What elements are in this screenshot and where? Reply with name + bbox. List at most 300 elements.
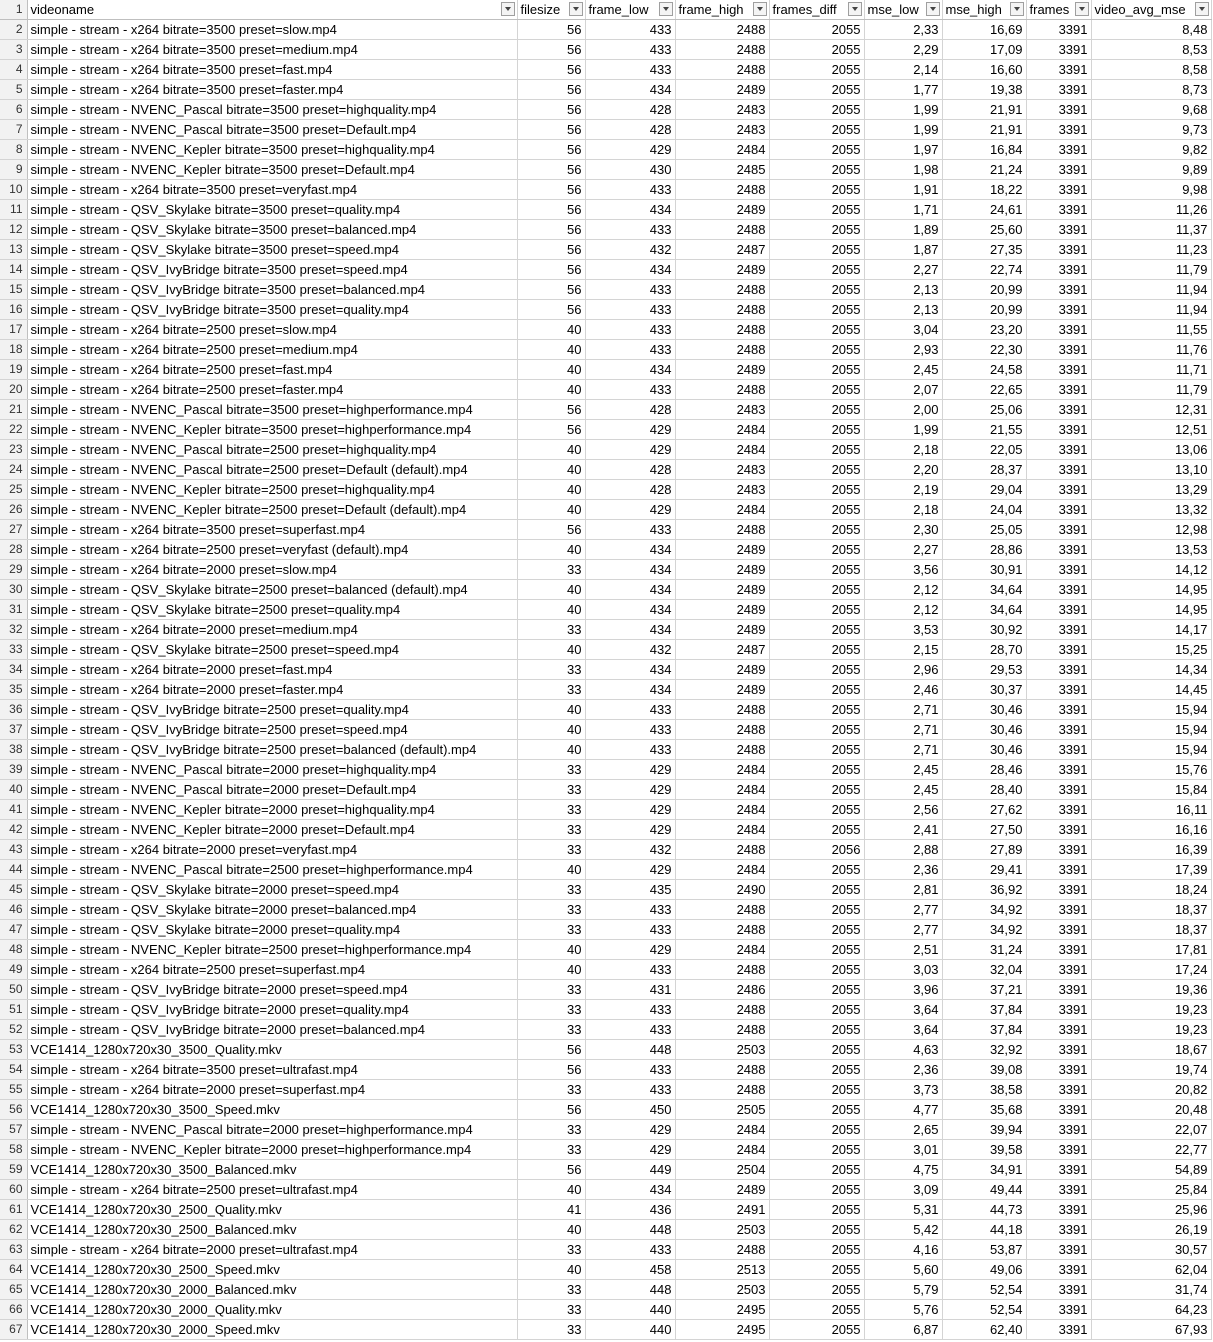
cell-filesize[interactable]: 40 — [517, 600, 585, 620]
cell-videoname[interactable]: simple - stream - x264 bitrate=3500 preset=slow.mp4 — [27, 20, 517, 40]
cell-mse-low[interactable]: 1,87 — [864, 240, 942, 260]
row-number[interactable]: 60 — [0, 1180, 27, 1200]
cell-mse-high[interactable]: 36,92 — [942, 880, 1026, 900]
cell-mse-low[interactable]: 2,19 — [864, 480, 942, 500]
cell-filesize[interactable]: 56 — [517, 1040, 585, 1060]
cell-videoname[interactable]: simple - stream - x264 bitrate=2500 preset=fast.mp4 — [27, 360, 517, 380]
cell-video-avg-mse[interactable]: 8,48 — [1091, 20, 1211, 40]
cell-mse-high[interactable]: 24,58 — [942, 360, 1026, 380]
cell-frames[interactable]: 3391 — [1026, 360, 1091, 380]
cell-filesize[interactable]: 33 — [517, 1240, 585, 1260]
cell-frames[interactable]: 3391 — [1026, 860, 1091, 880]
cell-frames[interactable]: 3391 — [1026, 460, 1091, 480]
cell-video-avg-mse[interactable]: 9,89 — [1091, 160, 1211, 180]
cell-mse-low[interactable]: 2,30 — [864, 520, 942, 540]
cell-mse-low[interactable]: 2,20 — [864, 460, 942, 480]
row-number[interactable]: 56 — [0, 1100, 27, 1120]
row-number[interactable]: 36 — [0, 700, 27, 720]
cell-frames-diff[interactable]: 2055 — [769, 60, 864, 80]
cell-frames-diff[interactable]: 2055 — [769, 640, 864, 660]
cell-frame-high[interactable]: 2503 — [675, 1220, 769, 1240]
cell-frame-high[interactable]: 2488 — [675, 60, 769, 80]
cell-frames[interactable]: 3391 — [1026, 80, 1091, 100]
cell-videoname[interactable]: simple - stream - QSV_IvyBridge bitrate=2000 preset=speed.mp4 — [27, 980, 517, 1000]
cell-mse-high[interactable]: 31,24 — [942, 940, 1026, 960]
cell-video-avg-mse[interactable]: 9,73 — [1091, 120, 1211, 140]
cell-frame-low[interactable]: 429 — [585, 440, 675, 460]
column-header-frame-low[interactable] — [585, 0, 675, 20]
cell-video-avg-mse[interactable]: 15,76 — [1091, 760, 1211, 780]
cell-frames[interactable]: 3391 — [1026, 1100, 1091, 1120]
row-number[interactable]: 24 — [0, 460, 27, 480]
cell-frame-low[interactable]: 434 — [585, 620, 675, 640]
cell-frames[interactable]: 3391 — [1026, 700, 1091, 720]
cell-filesize[interactable]: 40 — [517, 740, 585, 760]
cell-frames[interactable]: 3391 — [1026, 40, 1091, 60]
cell-filesize[interactable]: 40 — [517, 440, 585, 460]
cell-mse-low[interactable]: 2,81 — [864, 880, 942, 900]
cell-frame-low[interactable]: 433 — [585, 380, 675, 400]
cell-frame-high[interactable]: 2505 — [675, 1100, 769, 1120]
cell-frames[interactable]: 3391 — [1026, 420, 1091, 440]
cell-frames[interactable]: 3391 — [1026, 1260, 1091, 1280]
cell-frame-high[interactable]: 2489 — [675, 1180, 769, 1200]
cell-frames[interactable]: 3391 — [1026, 1080, 1091, 1100]
cell-frame-high[interactable]: 2486 — [675, 980, 769, 1000]
cell-frames[interactable]: 3391 — [1026, 1240, 1091, 1260]
cell-mse-low[interactable]: 2,88 — [864, 840, 942, 860]
column-header-mse-high[interactable] — [942, 0, 1026, 20]
cell-mse-high[interactable]: 18,22 — [942, 180, 1026, 200]
cell-filesize[interactable]: 56 — [517, 240, 585, 260]
cell-frame-low[interactable]: 434 — [585, 80, 675, 100]
cell-frames[interactable]: 3391 — [1026, 780, 1091, 800]
cell-mse-high[interactable]: 27,89 — [942, 840, 1026, 860]
cell-frame-high[interactable]: 2484 — [675, 140, 769, 160]
cell-frame-low[interactable]: 433 — [585, 520, 675, 540]
cell-frames-diff[interactable]: 2055 — [769, 500, 864, 520]
cell-frame-low[interactable]: 434 — [585, 540, 675, 560]
cell-video-avg-mse[interactable]: 13,06 — [1091, 440, 1211, 460]
cell-videoname[interactable]: simple - stream - NVENC_Kepler bitrate=3500 preset=highquality.mp4 — [27, 140, 517, 160]
cell-mse-low[interactable]: 2,18 — [864, 440, 942, 460]
cell-mse-high[interactable]: 21,91 — [942, 100, 1026, 120]
row-number[interactable]: 29 — [0, 560, 27, 580]
cell-frames-diff[interactable]: 2055 — [769, 760, 864, 780]
cell-mse-high[interactable]: 21,55 — [942, 420, 1026, 440]
cell-frames-diff[interactable]: 2055 — [769, 1000, 864, 1020]
row-number[interactable]: 26 — [0, 500, 27, 520]
cell-frame-low[interactable]: 428 — [585, 480, 675, 500]
cell-videoname[interactable]: simple - stream - QSV_Skylake bitrate=2500 preset=quality.mp4 — [27, 600, 517, 620]
cell-videoname[interactable]: simple - stream - NVENC_Kepler bitrate=2500 preset=highquality.mp4 — [27, 480, 517, 500]
cell-frames-diff[interactable]: 2055 — [769, 1120, 864, 1140]
cell-frame-low[interactable]: 433 — [585, 960, 675, 980]
cell-frame-high[interactable]: 2485 — [675, 160, 769, 180]
cell-videoname[interactable]: simple - stream - x264 bitrate=2000 preset=slow.mp4 — [27, 560, 517, 580]
column-header-video-avg-mse[interactable] — [1091, 0, 1211, 20]
cell-mse-high[interactable]: 39,94 — [942, 1120, 1026, 1140]
cell-frames[interactable]: 3391 — [1026, 580, 1091, 600]
cell-filesize[interactable]: 40 — [517, 940, 585, 960]
cell-filesize[interactable]: 41 — [517, 1200, 585, 1220]
row-number[interactable]: 48 — [0, 940, 27, 960]
row-number[interactable]: 5 — [0, 80, 27, 100]
cell-frames[interactable]: 3391 — [1026, 800, 1091, 820]
cell-frame-low[interactable]: 429 — [585, 800, 675, 820]
cell-frame-low[interactable]: 429 — [585, 760, 675, 780]
cell-video-avg-mse[interactable]: 15,25 — [1091, 640, 1211, 660]
cell-frames-diff[interactable]: 2055 — [769, 20, 864, 40]
cell-frame-low[interactable]: 429 — [585, 820, 675, 840]
cell-frame-low[interactable]: 448 — [585, 1220, 675, 1240]
cell-frames-diff[interactable]: 2055 — [769, 220, 864, 240]
cell-frames[interactable]: 3391 — [1026, 980, 1091, 1000]
row-number[interactable]: 40 — [0, 780, 27, 800]
cell-frame-high[interactable]: 2490 — [675, 880, 769, 900]
cell-frames-diff[interactable]: 2055 — [769, 1200, 864, 1220]
cell-video-avg-mse[interactable]: 13,10 — [1091, 460, 1211, 480]
cell-video-avg-mse[interactable]: 30,57 — [1091, 1240, 1211, 1260]
cell-mse-low[interactable]: 5,60 — [864, 1260, 942, 1280]
cell-mse-high[interactable]: 52,54 — [942, 1300, 1026, 1320]
cell-filesize[interactable]: 33 — [517, 1300, 585, 1320]
cell-mse-low[interactable]: 2,00 — [864, 400, 942, 420]
row-number[interactable]: 41 — [0, 800, 27, 820]
cell-frame-low[interactable]: 434 — [585, 580, 675, 600]
cell-mse-high[interactable]: 19,38 — [942, 80, 1026, 100]
cell-frames-diff[interactable]: 2055 — [769, 400, 864, 420]
cell-mse-high[interactable]: 53,87 — [942, 1240, 1026, 1260]
cell-filesize[interactable]: 56 — [517, 220, 585, 240]
cell-frame-high[interactable]: 2483 — [675, 120, 769, 140]
cell-frames-diff[interactable]: 2055 — [769, 720, 864, 740]
row-number[interactable]: 38 — [0, 740, 27, 760]
cell-mse-high[interactable]: 37,21 — [942, 980, 1026, 1000]
cell-mse-low[interactable]: 4,63 — [864, 1040, 942, 1060]
cell-frames[interactable]: 3391 — [1026, 920, 1091, 940]
cell-mse-high[interactable]: 28,46 — [942, 760, 1026, 780]
cell-mse-low[interactable]: 3,03 — [864, 960, 942, 980]
row-number[interactable]: 10 — [0, 180, 27, 200]
cell-video-avg-mse[interactable]: 16,16 — [1091, 820, 1211, 840]
cell-filesize[interactable]: 56 — [517, 420, 585, 440]
cell-filesize[interactable]: 40 — [517, 1220, 585, 1240]
cell-frames[interactable]: 3391 — [1026, 600, 1091, 620]
cell-frame-high[interactable]: 2488 — [675, 380, 769, 400]
cell-frame-high[interactable]: 2488 — [675, 700, 769, 720]
cell-video-avg-mse[interactable]: 8,53 — [1091, 40, 1211, 60]
cell-frames[interactable]: 3391 — [1026, 680, 1091, 700]
cell-videoname[interactable]: simple - stream - QSV_Skylake bitrate=2500 preset=speed.mp4 — [27, 640, 517, 660]
row-number[interactable]: 62 — [0, 1220, 27, 1240]
cell-mse-high[interactable]: 30,46 — [942, 740, 1026, 760]
cell-videoname[interactable]: simple - stream - QSV_Skylake bitrate=2000 preset=quality.mp4 — [27, 920, 517, 940]
row-number[interactable]: 28 — [0, 540, 27, 560]
cell-videoname[interactable]: simple - stream - NVENC_Pascal bitrate=2500 preset=highperformance.mp4 — [27, 860, 517, 880]
cell-frame-low[interactable]: 436 — [585, 1200, 675, 1220]
cell-frames-diff[interactable]: 2055 — [769, 320, 864, 340]
row-number[interactable]: 50 — [0, 980, 27, 1000]
row-number[interactable]: 47 — [0, 920, 27, 940]
cell-mse-low[interactable]: 2,46 — [864, 680, 942, 700]
cell-filesize[interactable]: 33 — [517, 840, 585, 860]
cell-frames-diff[interactable]: 2055 — [769, 880, 864, 900]
row-number[interactable]: 9 — [0, 160, 27, 180]
cell-mse-high[interactable]: 27,50 — [942, 820, 1026, 840]
cell-frames-diff[interactable]: 2055 — [769, 140, 864, 160]
cell-video-avg-mse[interactable]: 11,37 — [1091, 220, 1211, 240]
cell-mse-high[interactable]: 34,91 — [942, 1160, 1026, 1180]
cell-mse-low[interactable]: 2,29 — [864, 40, 942, 60]
cell-mse-low[interactable]: 2,33 — [864, 20, 942, 40]
cell-frames-diff[interactable]: 2055 — [769, 620, 864, 640]
cell-filesize[interactable]: 40 — [517, 720, 585, 740]
column-header-mse-low[interactable] — [864, 0, 942, 20]
cell-frames[interactable]: 3391 — [1026, 60, 1091, 80]
cell-frame-low[interactable]: 448 — [585, 1280, 675, 1300]
cell-videoname[interactable]: simple - stream - QSV_Skylake bitrate=3500 preset=quality.mp4 — [27, 200, 517, 220]
cell-frame-high[interactable]: 2513 — [675, 1260, 769, 1280]
cell-filesize[interactable]: 56 — [517, 400, 585, 420]
cell-mse-high[interactable]: 32,92 — [942, 1040, 1026, 1060]
row-number[interactable]: 8 — [0, 140, 27, 160]
cell-mse-low[interactable]: 3,96 — [864, 980, 942, 1000]
cell-frames[interactable]: 3391 — [1026, 320, 1091, 340]
cell-mse-low[interactable]: 2,07 — [864, 380, 942, 400]
cell-video-avg-mse[interactable]: 19,23 — [1091, 1020, 1211, 1040]
cell-filesize[interactable]: 33 — [517, 880, 585, 900]
cell-videoname[interactable]: simple - stream - QSV_IvyBridge bitrate=2000 preset=balanced.mp4 — [27, 1020, 517, 1040]
cell-frame-high[interactable]: 2488 — [675, 220, 769, 240]
cell-mse-low[interactable]: 2,36 — [864, 860, 942, 880]
cell-frames[interactable]: 3391 — [1026, 400, 1091, 420]
cell-frames-diff[interactable]: 2055 — [769, 700, 864, 720]
cell-mse-high[interactable]: 29,04 — [942, 480, 1026, 500]
cell-mse-high[interactable]: 44,18 — [942, 1220, 1026, 1240]
cell-video-avg-mse[interactable]: 26,19 — [1091, 1220, 1211, 1240]
cell-videoname[interactable]: simple - stream - x264 bitrate=2000 preset=fast.mp4 — [27, 660, 517, 680]
cell-mse-low[interactable]: 1,98 — [864, 160, 942, 180]
cell-videoname[interactable]: simple - stream - QSV_Skylake bitrate=2000 preset=speed.mp4 — [27, 880, 517, 900]
cell-frames[interactable]: 3391 — [1026, 1060, 1091, 1080]
cell-frame-high[interactable]: 2488 — [675, 180, 769, 200]
cell-mse-high[interactable]: 21,24 — [942, 160, 1026, 180]
cell-frame-low[interactable]: 433 — [585, 60, 675, 80]
row-number[interactable]: 35 — [0, 680, 27, 700]
cell-frames[interactable]: 3391 — [1026, 560, 1091, 580]
cell-frames-diff[interactable]: 2055 — [769, 480, 864, 500]
cell-frames[interactable]: 3391 — [1026, 960, 1091, 980]
cell-videoname[interactable]: simple - stream - x264 bitrate=2000 preset=medium.mp4 — [27, 620, 517, 640]
cell-videoname[interactable]: simple - stream - x264 bitrate=2000 preset=superfast.mp4 — [27, 1080, 517, 1100]
cell-frame-low[interactable]: 429 — [585, 940, 675, 960]
cell-mse-high[interactable]: 30,37 — [942, 680, 1026, 700]
cell-frames-diff[interactable]: 2055 — [769, 300, 864, 320]
column-header-filesize[interactable] — [517, 0, 585, 20]
cell-videoname[interactable]: simple - stream - x264 bitrate=3500 preset=faster.mp4 — [27, 80, 517, 100]
cell-frames-diff[interactable]: 2056 — [769, 840, 864, 860]
row-number[interactable]: 27 — [0, 520, 27, 540]
row-number[interactable]: 22 — [0, 420, 27, 440]
cell-frame-high[interactable]: 2484 — [675, 780, 769, 800]
cell-frame-high[interactable]: 2495 — [675, 1300, 769, 1320]
cell-videoname[interactable]: simple - stream - QSV_IvyBridge bitrate=3500 preset=balanced.mp4 — [27, 280, 517, 300]
row-number[interactable]: 25 — [0, 480, 27, 500]
cell-filesize[interactable]: 56 — [517, 120, 585, 140]
cell-video-avg-mse[interactable]: 13,53 — [1091, 540, 1211, 560]
cell-frame-high[interactable]: 2489 — [675, 80, 769, 100]
cell-filesize[interactable]: 33 — [517, 760, 585, 780]
cell-mse-low[interactable]: 1,97 — [864, 140, 942, 160]
cell-frame-low[interactable]: 433 — [585, 280, 675, 300]
cell-frame-low[interactable]: 434 — [585, 600, 675, 620]
cell-videoname[interactable]: simple - stream - x264 bitrate=2000 preset=veryfast.mp4 — [27, 840, 517, 860]
cell-frame-low[interactable]: 449 — [585, 1160, 675, 1180]
cell-video-avg-mse[interactable]: 19,74 — [1091, 1060, 1211, 1080]
cell-filesize[interactable]: 33 — [517, 1320, 585, 1340]
row-number[interactable]: 11 — [0, 200, 27, 220]
cell-frame-high[interactable]: 2489 — [675, 660, 769, 680]
cell-videoname[interactable]: simple - stream - QSV_IvyBridge bitrate=3500 preset=quality.mp4 — [27, 300, 517, 320]
cell-mse-low[interactable]: 4,16 — [864, 1240, 942, 1260]
cell-filesize[interactable]: 40 — [517, 500, 585, 520]
cell-video-avg-mse[interactable]: 15,94 — [1091, 700, 1211, 720]
cell-video-avg-mse[interactable]: 19,36 — [1091, 980, 1211, 1000]
cell-videoname[interactable]: simple - stream - x264 bitrate=3500 preset=ultrafast.mp4 — [27, 1060, 517, 1080]
row-number[interactable]: 61 — [0, 1200, 27, 1220]
cell-filesize[interactable]: 33 — [517, 1080, 585, 1100]
cell-filesize[interactable]: 33 — [517, 1020, 585, 1040]
cell-mse-low[interactable]: 3,64 — [864, 1000, 942, 1020]
cell-mse-high[interactable]: 29,41 — [942, 860, 1026, 880]
cell-frame-low[interactable]: 429 — [585, 140, 675, 160]
cell-filesize[interactable]: 56 — [517, 140, 585, 160]
column-header-frame-high[interactable] — [675, 0, 769, 20]
cell-frames-diff[interactable]: 2055 — [769, 200, 864, 220]
cell-frames[interactable]: 3391 — [1026, 160, 1091, 180]
cell-mse-high[interactable]: 24,61 — [942, 200, 1026, 220]
row-number[interactable]: 63 — [0, 1240, 27, 1260]
cell-frame-high[interactable]: 2489 — [675, 200, 769, 220]
cell-videoname[interactable]: simple - stream - NVENC_Kepler bitrate=2000 preset=Default.mp4 — [27, 820, 517, 840]
cell-frames-diff[interactable]: 2055 — [769, 380, 864, 400]
cell-mse-high[interactable]: 30,91 — [942, 560, 1026, 580]
filter-dropdown-icon[interactable] — [753, 2, 767, 16]
cell-frames[interactable]: 3391 — [1026, 740, 1091, 760]
cell-filesize[interactable]: 33 — [517, 980, 585, 1000]
cell-video-avg-mse[interactable]: 11,94 — [1091, 280, 1211, 300]
cell-mse-high[interactable]: 20,99 — [942, 280, 1026, 300]
cell-mse-low[interactable]: 3,01 — [864, 1140, 942, 1160]
row-number[interactable]: 49 — [0, 960, 27, 980]
cell-mse-low[interactable]: 2,13 — [864, 280, 942, 300]
row-number[interactable]: 33 — [0, 640, 27, 660]
cell-frames[interactable]: 3391 — [1026, 1280, 1091, 1300]
row-number[interactable]: 42 — [0, 820, 27, 840]
cell-frames-diff[interactable]: 2055 — [769, 340, 864, 360]
cell-videoname[interactable]: VCE1414_1280x720x30_3500_Speed.mkv — [27, 1100, 517, 1120]
cell-video-avg-mse[interactable]: 19,23 — [1091, 1000, 1211, 1020]
cell-mse-low[interactable]: 2,71 — [864, 740, 942, 760]
cell-filesize[interactable]: 33 — [517, 620, 585, 640]
cell-frames[interactable]: 3391 — [1026, 180, 1091, 200]
cell-video-avg-mse[interactable]: 14,17 — [1091, 620, 1211, 640]
cell-video-avg-mse[interactable]: 11,94 — [1091, 300, 1211, 320]
cell-frames[interactable]: 3391 — [1026, 640, 1091, 660]
cell-frame-high[interactable]: 2483 — [675, 460, 769, 480]
cell-frame-low[interactable]: 432 — [585, 840, 675, 860]
cell-videoname[interactable]: simple - stream - QSV_Skylake bitrate=2000 preset=balanced.mp4 — [27, 900, 517, 920]
cell-frame-low[interactable]: 433 — [585, 320, 675, 340]
cell-frame-low[interactable]: 434 — [585, 560, 675, 580]
cell-frame-low[interactable]: 433 — [585, 220, 675, 240]
cell-mse-high[interactable]: 39,58 — [942, 1140, 1026, 1160]
cell-video-avg-mse[interactable]: 18,24 — [1091, 880, 1211, 900]
cell-frames-diff[interactable]: 2055 — [769, 980, 864, 1000]
cell-filesize[interactable]: 40 — [517, 320, 585, 340]
cell-frame-high[interactable]: 2488 — [675, 920, 769, 940]
row-number[interactable]: 18 — [0, 340, 27, 360]
cell-video-avg-mse[interactable]: 31,74 — [1091, 1280, 1211, 1300]
cell-frames-diff[interactable]: 2055 — [769, 40, 864, 60]
cell-video-avg-mse[interactable]: 14,95 — [1091, 580, 1211, 600]
cell-frame-high[interactable]: 2484 — [675, 940, 769, 960]
cell-frame-low[interactable]: 433 — [585, 920, 675, 940]
cell-videoname[interactable]: simple - stream - NVENC_Kepler bitrate=3500 preset=highperformance.mp4 — [27, 420, 517, 440]
cell-frames-diff[interactable]: 2055 — [769, 1100, 864, 1120]
cell-filesize[interactable]: 33 — [517, 680, 585, 700]
cell-frames-diff[interactable]: 2055 — [769, 580, 864, 600]
cell-frame-low[interactable]: 428 — [585, 460, 675, 480]
cell-mse-high[interactable]: 28,40 — [942, 780, 1026, 800]
cell-frames-diff[interactable]: 2055 — [769, 680, 864, 700]
cell-frame-high[interactable]: 2484 — [675, 420, 769, 440]
cell-frame-high[interactable]: 2484 — [675, 860, 769, 880]
cell-filesize[interactable]: 56 — [517, 40, 585, 60]
cell-mse-high[interactable]: 44,73 — [942, 1200, 1026, 1220]
cell-frame-high[interactable]: 2484 — [675, 440, 769, 460]
cell-frame-high[interactable]: 2504 — [675, 1160, 769, 1180]
cell-mse-high[interactable]: 34,92 — [942, 920, 1026, 940]
cell-filesize[interactable]: 56 — [517, 1100, 585, 1120]
cell-frames[interactable]: 3391 — [1026, 380, 1091, 400]
cell-frames[interactable]: 3391 — [1026, 840, 1091, 860]
cell-videoname[interactable]: VCE1414_1280x720x30_2000_Speed.mkv — [27, 1320, 517, 1340]
cell-filesize[interactable]: 56 — [517, 300, 585, 320]
row-number[interactable]: 45 — [0, 880, 27, 900]
cell-frame-high[interactable]: 2489 — [675, 580, 769, 600]
cell-mse-high[interactable]: 21,91 — [942, 120, 1026, 140]
cell-frames-diff[interactable]: 2055 — [769, 260, 864, 280]
cell-videoname[interactable]: VCE1414_1280x720x30_2500_Speed.mkv — [27, 1260, 517, 1280]
cell-mse-low[interactable]: 2,77 — [864, 900, 942, 920]
cell-frames-diff[interactable]: 2055 — [769, 80, 864, 100]
cell-frames-diff[interactable]: 2055 — [769, 1020, 864, 1040]
cell-frames-diff[interactable]: 2055 — [769, 540, 864, 560]
cell-frame-high[interactable]: 2483 — [675, 400, 769, 420]
cell-videoname[interactable]: VCE1414_1280x720x30_2500_Balanced.mkv — [27, 1220, 517, 1240]
cell-videoname[interactable]: simple - stream - QSV_IvyBridge bitrate=2500 preset=quality.mp4 — [27, 700, 517, 720]
cell-frame-low[interactable]: 433 — [585, 1000, 675, 1020]
cell-mse-high[interactable]: 28,86 — [942, 540, 1026, 560]
cell-filesize[interactable]: 56 — [517, 280, 585, 300]
cell-frames[interactable]: 3391 — [1026, 760, 1091, 780]
cell-video-avg-mse[interactable]: 17,39 — [1091, 860, 1211, 880]
cell-frames-diff[interactable]: 2055 — [769, 860, 864, 880]
cell-frames[interactable]: 3391 — [1026, 120, 1091, 140]
cell-mse-high[interactable]: 49,44 — [942, 1180, 1026, 1200]
